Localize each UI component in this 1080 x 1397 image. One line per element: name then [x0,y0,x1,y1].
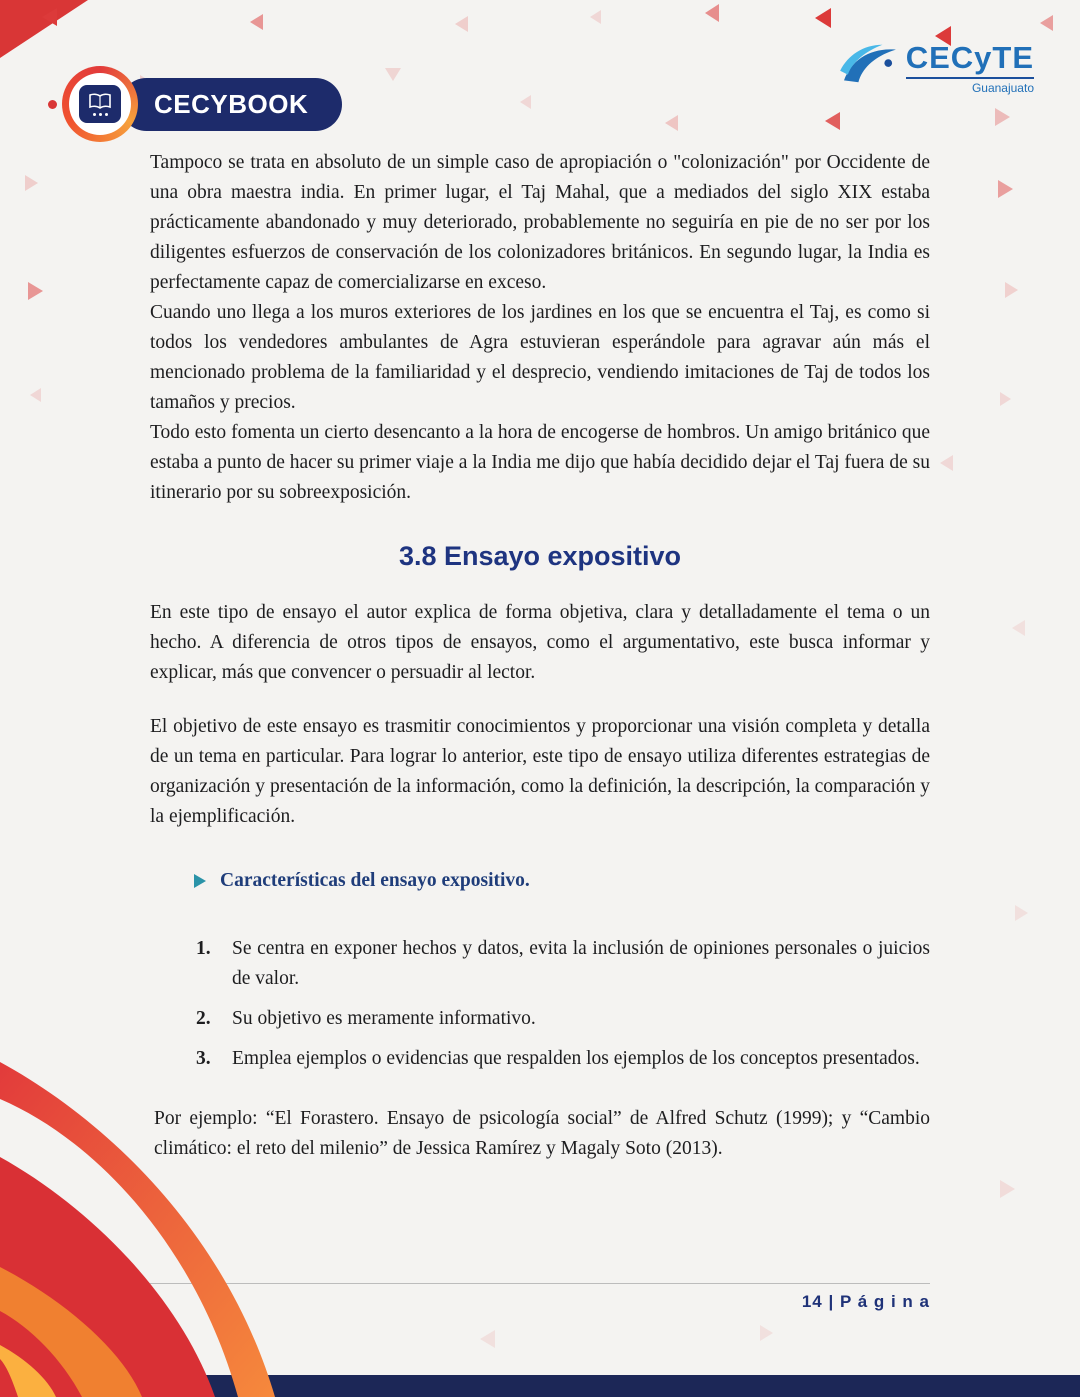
bullet-label: Características del ensayo expositivo. [220,869,530,891]
triangle-decoration [30,388,41,402]
list-text: Su objetivo es meramente informativo. [232,1007,536,1029]
triangle-decoration [455,16,468,32]
body-paragraph: En este tipo de ensayo el autor explica de forma objetiva, clara y detalladamente el tema o un hecho. A diferencia de otros tipos de ensayos, como el argumentativo, este busca informar y explicar, más que convencer o persuadir al lector. [150,601,930,683]
example-paragraph: Por ejemplo: “El Forastero. Ensayo de psicología social” de Alfred Schutz (1999); y “Cambio climático: el reto del milenio” de Jessica Ramírez y Magaly Soto (2013). [154,1107,930,1159]
triangle-decoration [1012,620,1025,636]
section-heading: 3.8 Ensayo expositivo [398,541,682,572]
triangle-decoration [28,282,43,300]
triangle-decoration [385,68,401,81]
triangle-decoration [665,115,678,131]
badge-dot [48,100,57,109]
triangle-decoration [480,1330,495,1348]
cecyte-subtitle: Guanajuato [971,81,1034,95]
cecyte-swoosh-icon [838,40,900,95]
body-paragraph: El objetivo de este ensayo es trasmitir conocimientos y proporcionar una visión completa y detalla de un tema en particular. Para lograr lo anterior, este tipo de ensayo utiliza diferentes estrategias de organización y presentación de la información, como la definición, la descripción, la comparación y la ejemplificación. [150,715,930,827]
page-number: 14 | P á g i n a [801,1292,930,1311]
triangle-decoration [705,4,719,22]
triangle-decoration [1040,15,1053,31]
list-number: 2. [196,1007,211,1029]
triangle-decoration [1005,282,1018,298]
list-number: 3. [196,1047,211,1069]
list-number: 1. [196,937,211,959]
triangle-decoration [998,180,1013,198]
triangle-decoration [25,175,38,191]
triangle-decoration [815,8,831,28]
arrow-bullet-icon [194,874,206,888]
intro-paragraph: Cuando uno llega a los muros exteriores de los jardines en los que se encuentra el Taj, es como si todos los vendedores ambulantes de Agra estuvieran esperándole para agravar aún más el mencionado problema de la familiaridad y el desprecio, vendiendo imitaciones de Taj de todos los tamaños y precios. [150,302,930,414]
triangle-decoration [760,1325,773,1341]
triangle-decoration [520,95,531,109]
intro-paragraph: Tampoco se trata en absoluto de un simple caso de apropiación o "colonización" por Occidente de una obra maestra india. En primer lugar, el Taj Mahal, que a mediados del siglo XIX estaba prácticamente abandonado y muy deteriorado, probablemente no seguiría en pie de no ser por los diligentes esfuerzos de conservación de los colonizadores británicos. En segundo lugar, la India es perfectamente capaz de comercializarse en exceso. [150,152,930,294]
cecyte-name: CECyTE [906,40,1034,79]
brand-title: CECYBOOK [120,78,342,131]
bullet-item [194,866,930,896]
cecybook-logo [62,66,342,142]
intro-paragraph: Todo esto fomenta un cierto desencanto a la hora de encogerse de hombros. Un amigo británico que estaba a punto de hacer su primer viaje a la India me dijo que había decidido dejar el Taj fuera de su itinerario por su sobreexposición. [150,422,930,504]
triangle-decoration [940,455,953,471]
corner-swoosh-decoration [0,967,340,1397]
cecyte-logo [838,40,1034,95]
triangle-decoration [250,14,263,30]
triangle-decoration [995,108,1010,126]
triangle-decoration [590,10,601,24]
list-text: Se centra en exponer hechos y datos, evita la inclusión de opiniones personales o juicios de valor. [232,937,930,989]
triangle-decoration [42,8,57,26]
triangle-decoration [1000,1180,1015,1198]
triangle-decoration [1015,905,1028,921]
triangle-decoration [1000,392,1011,406]
cecybook-badge [62,66,138,142]
book-icon [79,85,121,123]
triangle-decoration [825,112,840,130]
list-text: Emplea ejemplos o evidencias que respalden los ejemplos de los conceptos presentados. [232,1047,920,1069]
